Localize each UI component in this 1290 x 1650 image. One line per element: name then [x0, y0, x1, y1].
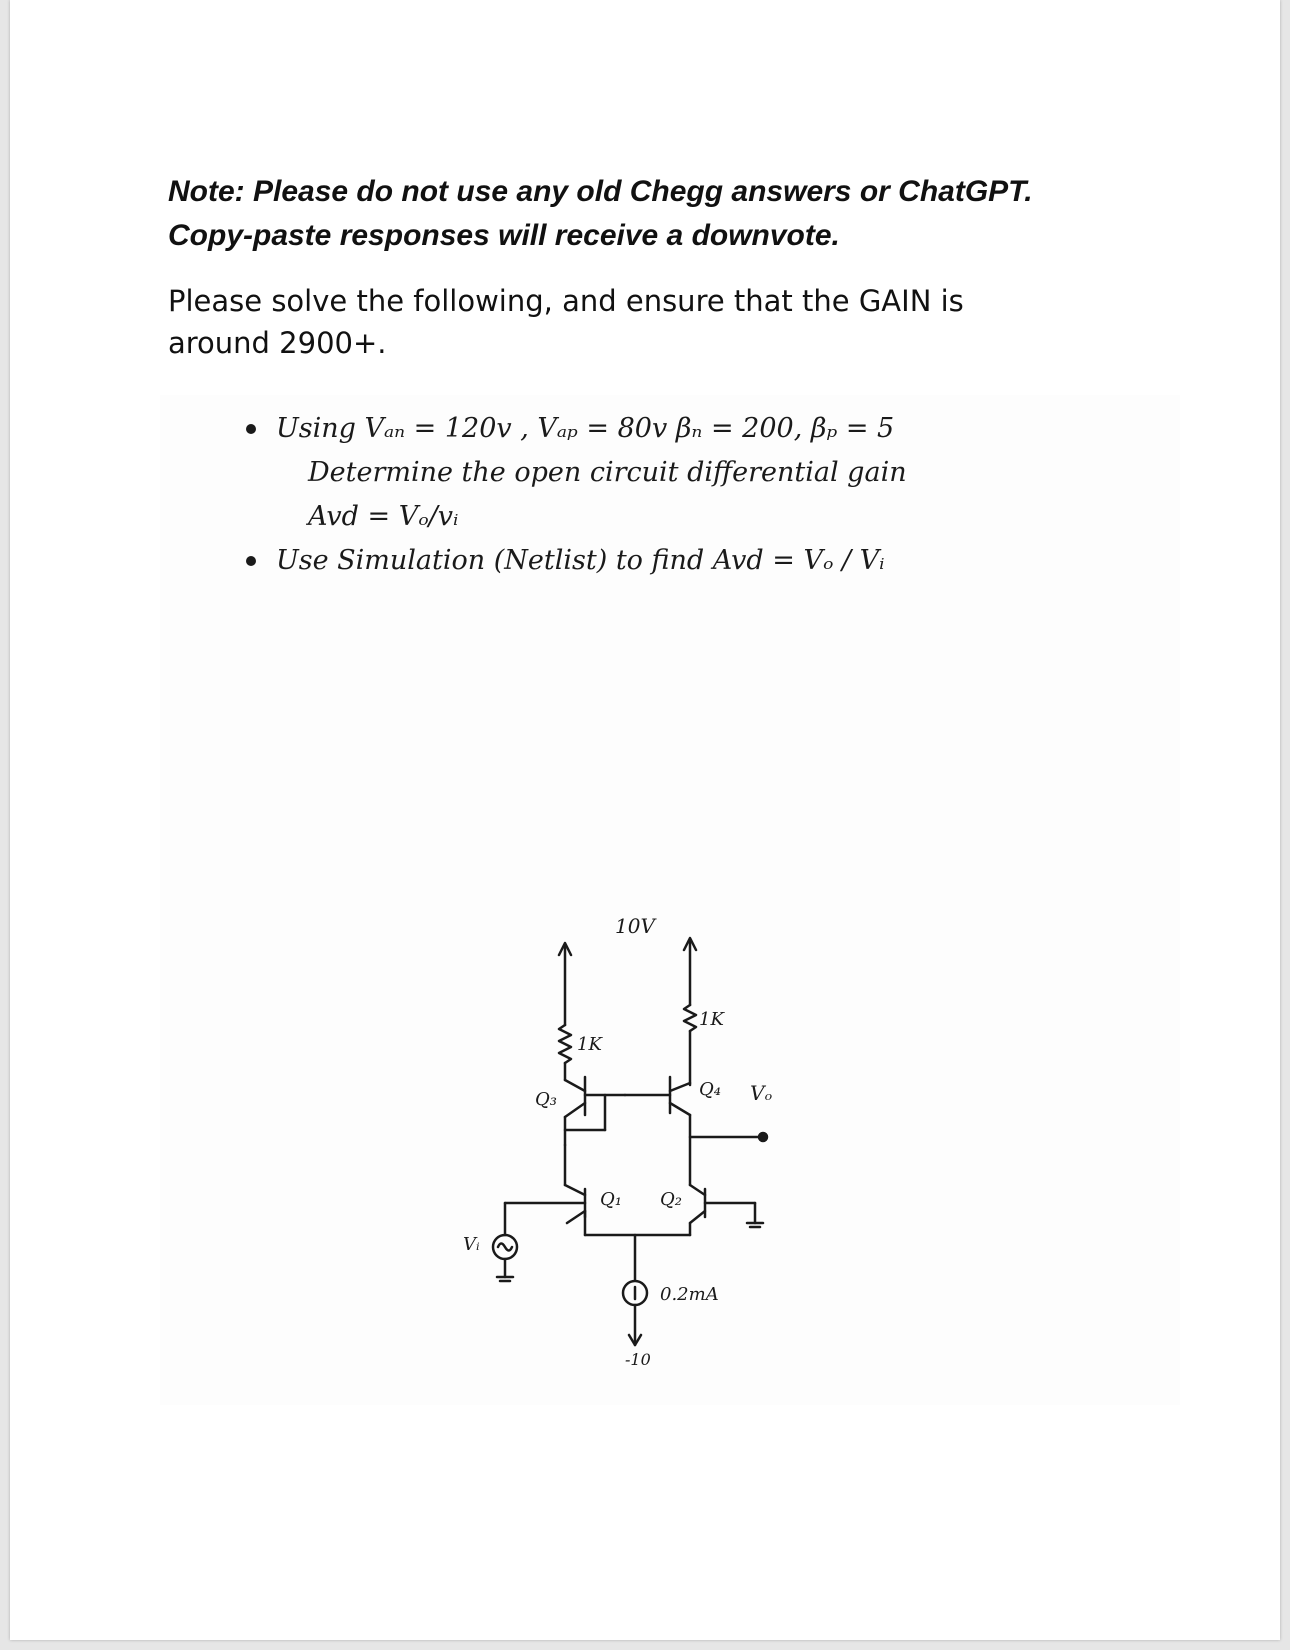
- supply-label: 10V: [615, 914, 655, 938]
- request-paragraph: [168, 280, 1168, 364]
- neg-supply-label: -10: [625, 1350, 651, 1365]
- resistor-left-label: 1K: [577, 1034, 602, 1055]
- bullet-1: [242, 407, 1162, 451]
- note-paragraph: [168, 170, 1168, 258]
- transistor-q1: [505, 1145, 585, 1235]
- differential-amplifier-schematic: [455, 905, 835, 1365]
- bullet-dot: [246, 424, 256, 434]
- request-line-1: Please solve the following, and ensure that the GAIN is: [168, 284, 964, 318]
- output-node: [690, 1133, 767, 1141]
- vi-label: Vᵢ: [463, 1234, 480, 1255]
- bullet-1-continuation-1: Determine the open circuit differential gain: [308, 457, 907, 488]
- document-page: [10, 0, 1280, 1640]
- bullet-1-text: Using Vₐₙ = 120v , Vₐₚ = 80v βₙ = 200, βₚ = 5: [276, 413, 895, 444]
- left-supply-arrow: [559, 943, 571, 1025]
- transistor-q3: [565, 1077, 625, 1145]
- note-line-2: Copy-paste responses will receive a downvote.: [168, 219, 840, 252]
- q4-label: Q₄: [699, 1079, 721, 1100]
- current-source: [623, 1235, 647, 1345]
- request-line-2: around 2900+.: [168, 326, 387, 360]
- resistor-right-label: 1K: [699, 1009, 724, 1030]
- transistor-q2: [690, 1185, 763, 1235]
- q2-label: Q₂: [660, 1189, 682, 1210]
- resistor-left: [559, 1025, 571, 1080]
- bullet-2-text: Use Simulation (Netlist) to find Avd = Vₒ / Vᵢ: [276, 545, 885, 576]
- bullet-dot: [246, 556, 256, 566]
- input-source: [493, 1203, 517, 1281]
- current-label: 0.2mA: [660, 1284, 719, 1305]
- resistor-right: [684, 1005, 696, 1085]
- bullet-1-continuation-2: Avd = Vₒ/vᵢ: [308, 501, 459, 532]
- transistor-q4: [670, 1077, 690, 1185]
- bullet-2: [242, 539, 1162, 583]
- right-supply-arrow: [684, 938, 696, 1005]
- handwritten-image: [160, 395, 1180, 1405]
- q3-label: Q₃: [535, 1089, 557, 1110]
- handwritten-instructions: [242, 407, 1162, 583]
- vo-label: Vₒ: [750, 1081, 773, 1105]
- note-line-1: Note: Please do not use any old Chegg answers or ChatGPT.: [168, 175, 1033, 208]
- q1-label: Q₁: [600, 1189, 622, 1210]
